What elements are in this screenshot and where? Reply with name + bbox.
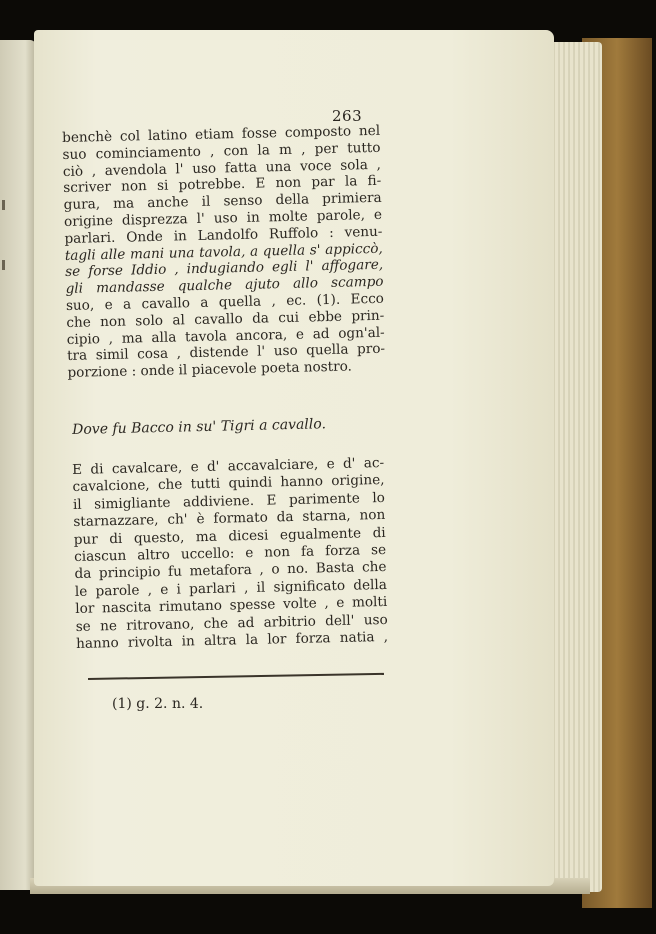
text-line: starnazzare, ch' è formato da starna, non: [73, 507, 386, 531]
text-line: suo, e a cavallo a quella , ec. (1). Ecco: [65, 290, 385, 314]
facing-page-mark: [2, 260, 5, 270]
text-line: se forse Iddio , indugiando egli l' affogare,: [65, 257, 384, 281]
text-line: pur di questo, ma dicesi egualmente di: [73, 524, 386, 548]
text-line: lor nascita rimutano spesse volte , e molti: [75, 594, 388, 618]
text-line: scriver non si potrebbe. E non par la fi-: [63, 173, 382, 197]
text-line: ciò , avendola l' uso fatta una voce sola ,: [62, 156, 382, 180]
text-line: se ne ritrovano, che ad arbitrio dell' uso: [75, 611, 388, 635]
text-line: E di cavalcare, e d' accavalciare, e d' ac-: [72, 454, 385, 478]
footnote: (1) g. 2. n. 4.: [112, 696, 204, 712]
text-line: che non solo al cavallo da cui ebbe prin-: [66, 307, 385, 331]
text-line: il simigliante addiviene. E parimente lo: [72, 489, 386, 513]
page-number: 263: [332, 107, 363, 125]
text-line: gura, ma anche il senso della primiera: [63, 189, 382, 214]
paragraph-2: [72, 455, 388, 653]
facing-page-mark: [2, 200, 5, 210]
text-line: tra simil cosa , distende l' uso quella pro-: [66, 341, 386, 365]
text-line: origine disprezza l' uso in molte parole, e: [63, 206, 383, 230]
text-line: le parole , e i parlari , il significato della: [74, 576, 388, 600]
text-line: suo cominciamento , con la m , per tutto: [62, 139, 381, 163]
text-line: porzione : onde il piacevole poeta nostro.: [67, 358, 353, 382]
text-line: da principio fu metafora , o no. Basta che: [74, 559, 387, 583]
quoted-verse: Dove fu Bacco in su' Tigri a cavallo.: [72, 416, 327, 438]
text-line: cipio , ma alla tavola ancora, e ad ogn'al-: [66, 324, 385, 348]
text-line: benchè col latino etiam fosse composto nel: [62, 122, 381, 146]
text-line: parlari. Onde in Landolfo Ruffolo : venu-: [64, 223, 383, 247]
text-line: gli mandasse qualche ajuto allo scampo: [65, 273, 384, 298]
text-line: cavalcione, che tutti quindi hanno origine,: [72, 472, 385, 496]
text-line: tagli alle mani una tavola, a quella s' appiccò,: [64, 240, 383, 264]
facing-page-edge: [0, 40, 36, 890]
paragraph-1: [62, 123, 386, 382]
text-line: ciascun altro uccello: e non fa forza se: [73, 541, 387, 566]
text-line: hanno rivolta in altra la lor forza natia ,: [75, 628, 389, 653]
